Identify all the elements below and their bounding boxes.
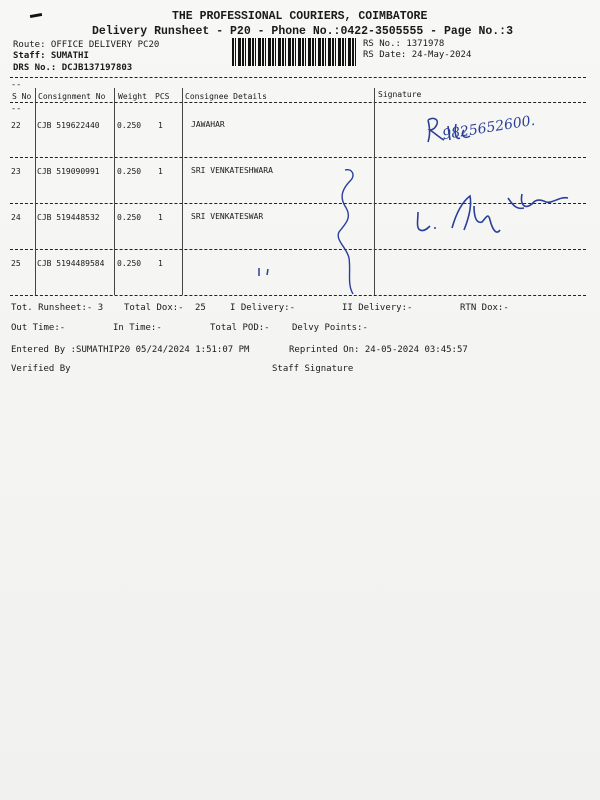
rule-row-22 xyxy=(10,157,586,158)
col-header-pcs: PCS xyxy=(155,92,170,101)
tot-runsheet: Tot. Runsheet:- 3 xyxy=(11,303,104,313)
out-time: Out Time:- xyxy=(11,323,66,333)
rs-number: RS No.: 1371978 xyxy=(363,39,445,49)
total-pod: Total POD:- xyxy=(210,323,270,333)
dash-marker: -- xyxy=(11,104,22,114)
row-consignee: SRI VENKATESHWARA xyxy=(191,166,273,175)
rtn-dox: RTN Dox:- xyxy=(460,303,509,313)
verified-by: Verified By xyxy=(11,364,71,374)
row-consignment: CJB 519448532 xyxy=(37,213,100,222)
row-weight: 0.250 xyxy=(117,259,142,268)
row-sno: 22 xyxy=(11,121,21,130)
rs-date: RS Date: 24-May-2024 xyxy=(363,50,472,60)
row-consignee: JAWAHAR xyxy=(191,120,225,129)
col-header-consignment: Consignment No xyxy=(38,92,106,101)
col-divider xyxy=(182,88,183,295)
signature-row-24 xyxy=(412,184,577,240)
barcode xyxy=(232,38,358,66)
handwritten-phone: 9825652600. xyxy=(441,112,537,144)
col-header-weight: Weight xyxy=(118,92,147,101)
total-dox-value: 25 xyxy=(195,303,206,313)
signature-row-23-24-stroke xyxy=(325,162,365,302)
drs-number: DRS No.: DCJB137197803 xyxy=(13,63,133,73)
row-weight: 0.250 xyxy=(117,213,142,222)
row-pcs: 1 xyxy=(158,213,163,222)
col-divider xyxy=(114,88,115,295)
dash-marker: -- xyxy=(11,80,22,90)
row-consignment: CJB 519090991 xyxy=(37,167,100,176)
rule-top xyxy=(10,77,586,78)
row-sno: 25 xyxy=(11,259,21,268)
ii-delivery: II Delivery:- xyxy=(342,303,413,313)
in-time: In Time:- xyxy=(113,323,162,333)
runsheet-subtitle: Delivery Runsheet - P20 - Phone No.:0422-3505555 - Page No.:3 xyxy=(92,25,513,38)
company-title: THE PROFESSIONAL COURIERS, COIMBATORE xyxy=(172,10,428,23)
row-weight: 0.250 xyxy=(117,121,142,130)
row-consignee: SRI VENKATESWAR xyxy=(191,212,264,221)
corner-mark xyxy=(30,13,42,18)
row-sno: 23 xyxy=(11,167,21,176)
rule-row-24 xyxy=(10,249,586,250)
staff-signature-label: Staff Signature xyxy=(272,364,354,374)
total-dox-label: Total Dox:- xyxy=(124,303,184,313)
rule-header-bottom xyxy=(10,102,586,103)
col-divider xyxy=(35,88,36,295)
col-header-signature: Signature xyxy=(378,90,422,99)
row-pcs: 1 xyxy=(158,259,163,268)
ink-mark xyxy=(256,266,276,278)
reprinted-on: Reprinted On: 24-05-2024 03:45:57 xyxy=(289,345,468,355)
entered-by: Entered By :SUMATHIP20 05/24/2024 1:51:07 PM xyxy=(11,345,250,355)
row-consignment: CJB 5194489584 xyxy=(37,259,105,268)
row-sno: 24 xyxy=(11,213,21,222)
row-weight: 0.250 xyxy=(117,167,142,176)
i-delivery: I Delivery:- xyxy=(230,303,296,313)
rule-bottom xyxy=(10,295,586,296)
row-consignment: CJB 519622440 xyxy=(37,121,100,130)
route-label: Route: OFFICE DELIVERY PC20 xyxy=(13,40,160,50)
col-divider xyxy=(374,88,375,295)
delvy-points: Delvy Points:- xyxy=(292,323,368,333)
staff-label: Staff: SUMATHI xyxy=(13,51,89,61)
col-header-consignee: Consignee Details xyxy=(185,92,267,101)
col-header-sno: S No xyxy=(12,92,32,101)
row-pcs: 1 xyxy=(158,167,163,176)
row-pcs: 1 xyxy=(158,121,163,130)
